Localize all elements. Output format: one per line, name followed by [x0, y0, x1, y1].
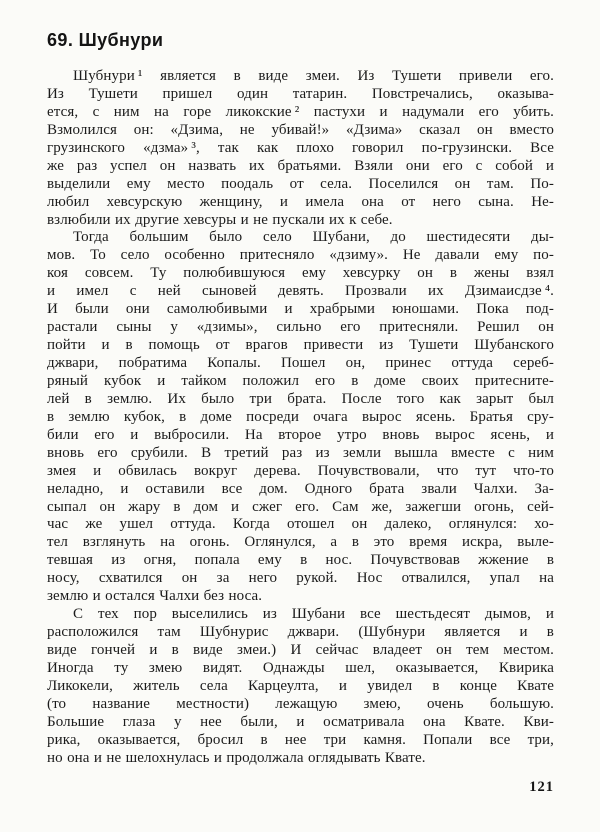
text-line: ется, с ним на горе ликокские ² пастухи и надумали его убить.: [47, 103, 554, 120]
text-line: сыпал он жару в дом и сжег его. Сам же, зажегши огонь, сей-: [47, 498, 554, 515]
text-line: Взмолился он: «Дзима, не убивай!» «Дзима» сказал он вместо: [47, 121, 554, 138]
text-line: змея и обвилась вокруг дерева. Почувствовали, что тут что-то: [47, 462, 554, 479]
text-line: били его и выбросили. На второе утро вновь вырос ясень, и: [47, 426, 554, 443]
text-line: мов. То село особенно притесняло «дзиму». Не давали ему по-: [47, 247, 554, 264]
text-line: грузинского «дзма» ³, так как плохо говорил по-грузински. Все: [47, 139, 554, 156]
text-line: Шубнури ¹ является в виде змеи. Из Тушети привели его.: [73, 68, 554, 84]
text-line: (то название местности) лежащую змею, очень большую.: [47, 695, 554, 712]
text-line: тевшая из огня, попала ему в нос. Почувствовав жжение в: [47, 552, 554, 569]
text-line: джвари, побратима Копалы. Пошел он, принес оттуда сереб-: [47, 355, 554, 371]
text-line: Из Тушети пришел один татарин. Повстречались, оказыва-: [47, 85, 554, 102]
text-line: коя совсем. Ту полюбившуюся ему хевсурку он в жены взял: [47, 265, 554, 282]
paragraph: [47, 606, 554, 767]
story-text: [47, 68, 554, 768]
text-line: рика, оказывается, бросил в нее три камня. Попали все три,: [47, 731, 554, 748]
text-line: ряный кубок и тайком положил его в доме своих притесните-: [47, 372, 554, 389]
text-line: неладно, и оставили все дом. Одного брата звали Чалхи. За-: [47, 480, 554, 497]
paragraph: [47, 68, 554, 229]
text-line: носу, схватился он за него рукой. Нос отвалился, упал на: [47, 570, 554, 587]
text-line: Иногда ту змею видят. Однажды шел, оказывается, Квирика: [47, 659, 554, 676]
text-line: же раз успел он назвать их братьями. Взяли они его с собой и: [47, 157, 554, 174]
text-line: С тех пор выселились из Шубани все шестьдесят дымов, и: [73, 606, 554, 623]
text-line: вновь его срубили. В третий раз из земли вышла вместе с ним: [47, 444, 554, 461]
text-line: виде гончей и в виде змеи.) И сейчас владеет он тем местом.: [47, 642, 554, 658]
text-line: час же ушел оттуда. Когда отошел он далеко, оглянулся: хо-: [47, 516, 554, 533]
text-line: любил хевсурскую женщину, и имела она от него сына. Не-: [47, 193, 554, 210]
text-line: взлюбили их другие хевсуры и не пускали их к себе.: [47, 211, 393, 228]
page-number: 121: [529, 779, 554, 795]
text-line: но она и не шелохнулась и продолжала оглядывать Квате.: [47, 749, 426, 766]
text-line: тел взглянуть на огонь. Оглянулся, а в это время искра, выле-: [47, 534, 554, 551]
text-line: выделили ему место поодаль от села. Поселился он там. По-: [47, 175, 554, 192]
text-line: в землю кубок, в доме посреди очага вырос ясень. Братья сру-: [47, 408, 554, 425]
chapter-heading: 69. Шубнури: [47, 30, 164, 50]
text-line: Ликокели, житель села Карцеулта, и увидел в конце Квате: [47, 677, 554, 694]
paragraph: [47, 229, 554, 606]
text-line: лей в землю. Их было три брата. После того как зарыт был: [47, 390, 554, 407]
text-line: пойти и в помощь от врагов привести из Тушети Шубанского: [47, 337, 554, 354]
text-line: И были они самолюбивыми и храбрыми юношами. Пока под-: [47, 301, 554, 318]
text-line: и имел с ней сыновей девять. Прозвали их Дзимаисдзе ⁴.: [47, 283, 554, 300]
text-line: Большие глаза у нее были, и осматривала она Квате. Кви-: [47, 713, 554, 730]
text-line: Тогда большим было село Шубани, до шестидесяти ды-: [73, 229, 554, 246]
text-line: растали сыны у «дзимы», сильно его притесняли. Решил он: [47, 319, 554, 336]
text-line: землю и остался Чалхи без носа.: [47, 588, 263, 605]
text-line: расположился там Шубнурис джвари. (Шубнури является и в: [47, 624, 554, 641]
